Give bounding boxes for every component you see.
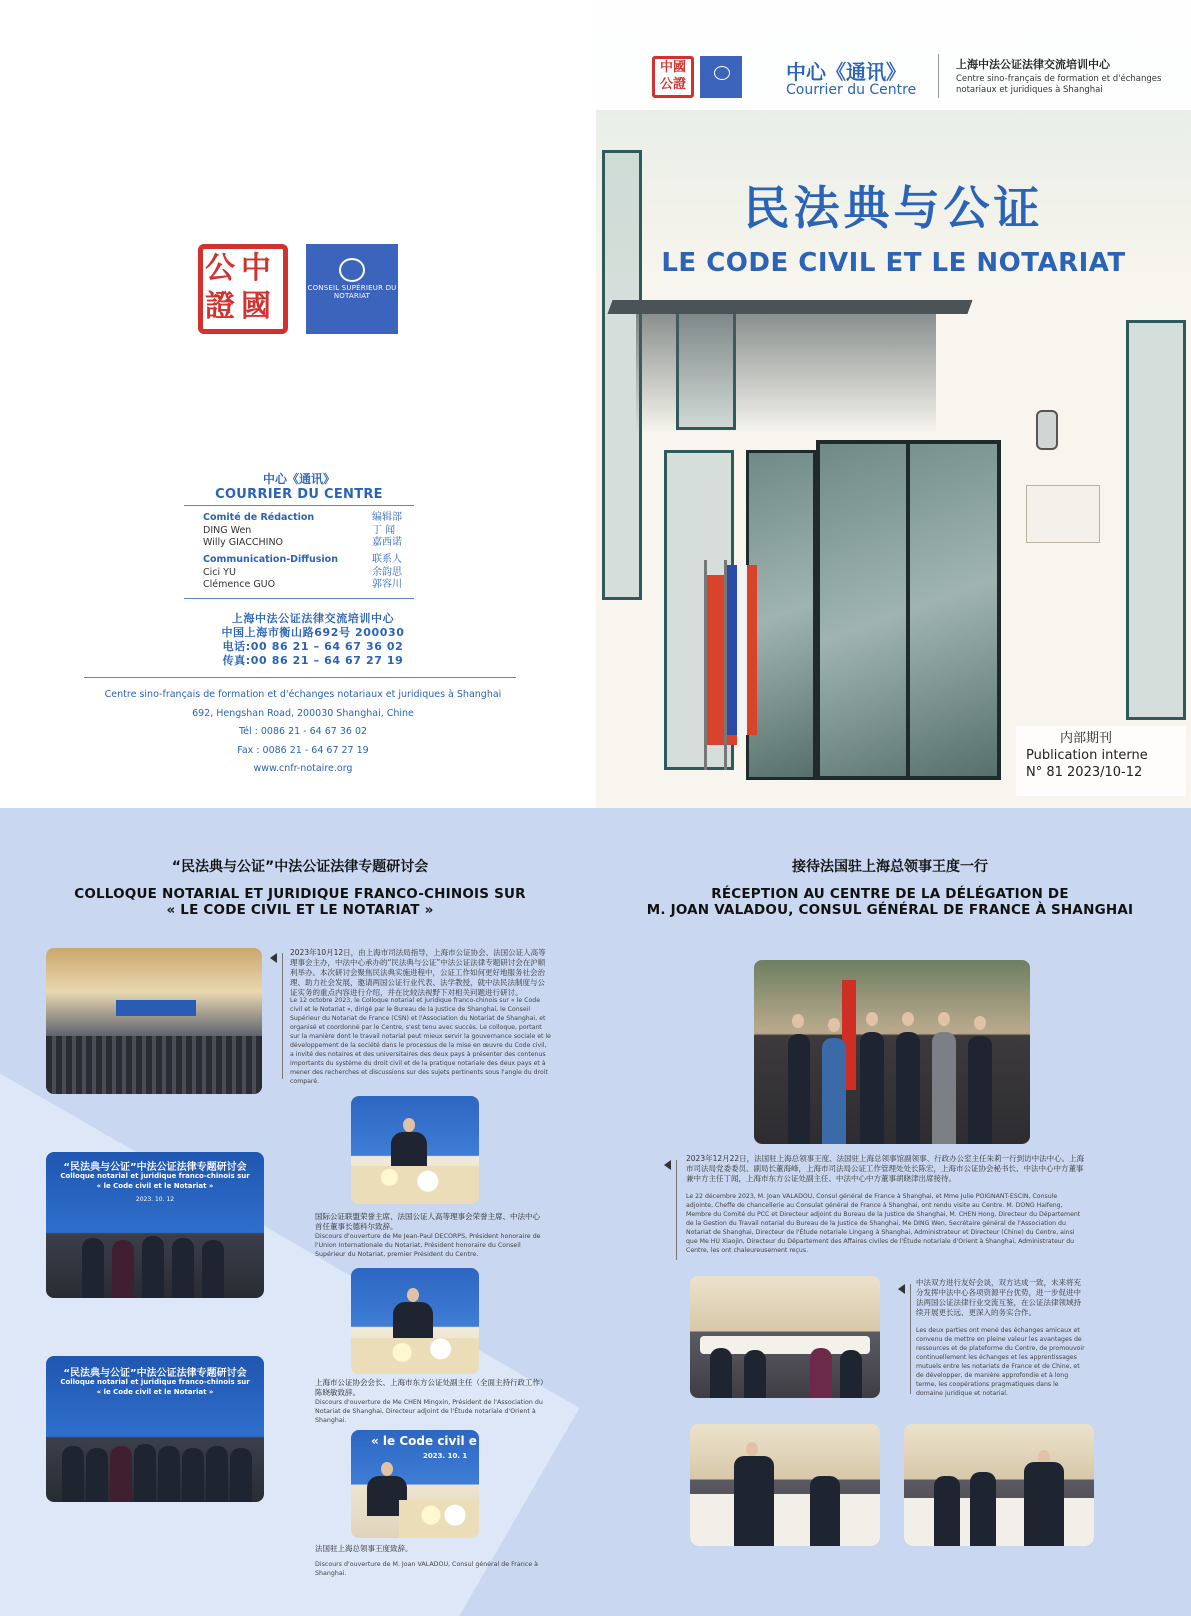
meeting-summary-fr: Les deux parties ont mené des échanges amicaux et convenu de mettre en pleine valeur les avantages de ressources et de plateforme du Centre, de promouvoir continuellement les échanges et les apprentissages mutuels entre les notariats de France et de Chine, et de développer, de manière approfondie et à long terme, les coopérations pragmatiques dans le domaine juridique et notarial. <box>916 1327 1085 1397</box>
person <box>172 1238 194 1298</box>
person <box>970 1472 996 1546</box>
speaker-head <box>381 1462 393 1476</box>
mini-csn-logo <box>700 56 742 98</box>
banner-title-fr: Colloque notarial et juridique franco-chinois sur <box>60 1172 250 1180</box>
courrier-title-cn: 中心《通讯》 <box>262 472 335 486</box>
right-intro-fr: Le 22 décembre 2023, M. Joan VALADOU, Consul général de France à Shanghai, et Mme Julie POIGNANT-ESCIN, Consule adjointe, Cheffe de chancellerie au Consulat général de France à Shanghai, ont rendu visite au Centre. M. DONG Haifeng, Membre du Comité du PCC et Directeur adjoint du Bureau de la Justice de Shanghai, M. CHEN Hong, Directeur du Département de la Gestion du Travail notarial du Bureau de la Justice de Shanghai, Me DING Wen, Secrétaire général de l'Association du Notariat de Shanghai, Directeur de l'Étude notariale Lingang à Shanghai, Administrateur et Directeur (Chine) du Centre, ainsi que Me HU Xiaojin, Directeur du Département des Affaires civiles de l'Étude notariale d'Orient à Shanghai, Administrateur du Centre, les ont chaleureusement reçus. <box>686 1193 1081 1254</box>
staff-cn-line: 余韵思 <box>372 566 402 578</box>
person <box>840 1350 862 1398</box>
website-link[interactable]: www.cnfr-notaire.org <box>253 763 353 774</box>
address-cn-line: 中国上海市衡山路692号 200030 <box>221 626 405 639</box>
pointer-icon <box>664 1160 671 1170</box>
courrier-title-fr: COURRIER DU CENTRE <box>215 487 383 502</box>
banner-date: 2023. 10. 12 <box>135 1196 175 1203</box>
person-head <box>866 1012 878 1026</box>
person <box>934 1476 960 1546</box>
meeting-table <box>904 1498 1094 1546</box>
person <box>112 1240 134 1298</box>
courrier-title-block <box>184 470 414 502</box>
pointer-icon <box>898 1284 905 1294</box>
speaker-chen-photo <box>351 1268 479 1374</box>
flowers <box>351 1338 479 1374</box>
divider <box>938 54 939 98</box>
staff-name: Willy GIACCHINO <box>203 537 284 548</box>
banner-title-cn: “民法典与公证”中法公证法律专题研讨会 <box>63 1162 247 1173</box>
group-photo-2 <box>46 1356 264 1502</box>
divider <box>184 505 414 506</box>
france-flag-image <box>727 565 737 735</box>
meeting-photo-2 <box>690 1424 880 1546</box>
person <box>1024 1462 1064 1546</box>
left-heading-fr <box>40 886 560 918</box>
staff-name: Clémence GUO <box>203 579 276 590</box>
person <box>744 1350 766 1398</box>
person <box>710 1348 732 1398</box>
person <box>62 1446 84 1502</box>
person <box>82 1238 104 1298</box>
cover-title-cn: 民法典与公证 <box>743 181 1044 235</box>
phone: Tél : 0086 21 - 64 67 36 02 <box>238 726 368 737</box>
redaction-committee-cn <box>372 512 414 550</box>
seal-char: 中 <box>659 60 673 75</box>
france-flag-white <box>737 565 747 735</box>
pub-cn: 内部期刊 <box>1060 731 1113 746</box>
right-heading-fr <box>620 886 1160 918</box>
canopy-image <box>607 300 972 314</box>
divider <box>910 1284 911 1394</box>
banner-title-fr: Colloque notarial et juridique franco-chinois sur <box>60 1378 250 1386</box>
fax: Fax : 0086 21 - 64 67 27 19 <box>237 744 369 756</box>
left-intro-cn: 2023年10月12日，由上海市司法局指导，上海市公证协会、法国公证人高等理事会主办，中法中心承办的“民法典与公证”中法公证法律专题研讨会在沪顺利举办。本次研讨会聚焦民法典实施进程中，公证工作如何更好地服务社会治理、助力社会发展，邀请两国公证行业代表、法学教授，就中法民法制度与公证实务的重点内容进行介绍，并在比较法视野下对相关问题进行研讨。 <box>290 948 546 997</box>
address-cn-line: 上海中法公证法律交流培训中心 <box>231 612 395 625</box>
person <box>896 1032 920 1144</box>
address-cn <box>198 612 428 668</box>
center-plaque-image <box>1026 485 1100 543</box>
flowers <box>399 1500 479 1538</box>
heading-line: RÉCEPTION AU CENTRE DE LA DÉLÉGATION DE <box>711 886 1069 902</box>
caption-valadou-fr: Discours d'ouverture de M. Joan VALADOU, Consul général de France à Shanghai. <box>315 1561 538 1577</box>
divider <box>282 953 283 1079</box>
person <box>968 1036 992 1144</box>
address-cn-line: 传真:00 86 21 – 64 67 27 19 <box>222 654 404 667</box>
speaker-valadou-photo <box>351 1430 479 1538</box>
person-head <box>792 1014 804 1028</box>
left-header-bg <box>0 808 596 958</box>
seal-char: 國 <box>673 60 687 75</box>
left-intro-fr: Le 12 octobre 2023, le Colloque notarial et juridique franco-chinois sur « le Code civil et le Notariat », dirigé par le Bureau de la Justice de Shanghai, le Conseil Supérieur du Notariat de France (CSN) et l'Association du Notariat de Shanghai, et organisé et coordonné par le Centre, s'est tenu avec succès. Le colloque, portant sur la manière dont le travail notarial peut mieux servir la gouvernance sociale et le développement de la société dans le processus de la mise en œuvre du Code civil, a invité des notaires et des universitaires des deux pays à présenter des contenus importants du système du droit civil et de la pratique notariale des deux pays et à mener des recherches et discussions sur des sujets pertinents sous l'angle du droit comparé. <box>290 997 551 1085</box>
person <box>860 1032 884 1144</box>
seal-char: 證 <box>673 77 687 92</box>
caption-decorps-cn: 国际公证联盟荣誉主席、法国公证人高等理事会荣誉主席、中法中心首任董事长德科尔致辞。 <box>315 1212 540 1231</box>
heading-line: M. JOAN VALADOU, CONSUL GÉNÉRAL DE FRANCE À SHANGHAI <box>646 902 1134 918</box>
person <box>206 1446 228 1502</box>
person <box>810 1476 840 1546</box>
seal-char: 國 <box>241 289 271 324</box>
divider <box>676 1160 677 1260</box>
pub-fr: Publication interne <box>1026 748 1148 763</box>
cover-header-cn: 中心《通讯》 <box>786 60 906 84</box>
front-cover <box>596 0 1191 808</box>
seal-char: 中 <box>241 251 271 286</box>
right-intro-cn: 2023年12月22日，法国驻上海总领事王度、法国驻上海总领事馆副领事、行政办公室主任朱莉一行到访中法中心。上海市司法局党委委员、副局长董海峰，上海市司法局公证工作管理处处长陈宏，上海市公证协会秘书长、中法中心中方董事兼中方主任丁闻，上海市东方公证处副主任、中法中心中方董事胡晓津出席接待。 <box>686 1154 1085 1183</box>
conference-hall-photo <box>46 948 262 1094</box>
seal-char: 公 <box>205 251 235 286</box>
person <box>158 1446 180 1502</box>
mini-seal-logo <box>652 56 694 98</box>
window-image <box>1126 320 1186 720</box>
wall-lamp-image <box>1036 410 1058 450</box>
seal-char: 證 <box>205 289 235 324</box>
person-head <box>974 1016 986 1030</box>
pointer-icon <box>270 953 277 963</box>
divider <box>84 677 516 678</box>
meeting-photo-3 <box>904 1424 1094 1546</box>
heading-line: « LE CODE CIVIL ET LE NOTARIAT » <box>166 902 434 918</box>
speaker-decorps-photo <box>351 1096 479 1204</box>
person <box>822 1038 846 1144</box>
divider <box>184 598 414 599</box>
center-name-fr: Centre sino-français de formation et d'échanges notariaux et juridiques à Shanghai <box>956 74 1162 95</box>
center-name-cn: 上海中法公证法律交流培训中心 <box>956 58 1110 71</box>
group-photo-1 <box>46 1152 264 1298</box>
person <box>182 1448 204 1502</box>
person <box>932 1032 956 1144</box>
person <box>142 1236 164 1298</box>
address-fr <box>88 686 518 779</box>
france-flag-red <box>747 565 757 735</box>
person-head <box>746 1442 758 1456</box>
speaker-head <box>407 1288 419 1302</box>
banner-title-cn: “民法典与公证”中法公证法律专题研讨会 <box>63 1368 247 1379</box>
person <box>202 1240 224 1298</box>
person <box>788 1034 810 1144</box>
person-head <box>828 1018 840 1032</box>
staff-cn-line: 郭容川 <box>372 579 402 590</box>
meeting-photo-1 <box>690 1276 880 1398</box>
caption-valadou-cn: 法国驻上海总领事王度致辞。 <box>315 1544 413 1553</box>
seal-char: 公 <box>659 77 673 92</box>
delegation-group-photo <box>754 960 1030 1144</box>
canopy-shadow-image <box>636 314 936 434</box>
meeting-summary-cn: 中法双方进行友好会谈，双方达成一致，未来将充分发挥中法中心各项资源平台优势，进一步促进中法两国公证法律行业交流互鉴，在公证法律领域持续开展更长远、更深入的务实合作。 <box>916 1278 1081 1317</box>
photo-banner-text: « le Code civil e <box>371 1434 477 1448</box>
address-cn-line: 电话:00 86 21 – 64 67 36 02 <box>222 640 404 653</box>
stage-banner <box>116 1000 196 1016</box>
speaker-body <box>393 1302 433 1342</box>
cover-header-fr: Courrier du Centre <box>786 82 917 98</box>
heading-line: COLLOQUE NOTARIAL ET JURIDIQUE FRANCO-CHINOIS SUR <box>74 886 526 902</box>
csn-logo-text: CONSEIL SUPÉRIEUR DU NOTARIAT <box>307 284 397 300</box>
csn-logo <box>306 244 398 334</box>
address-fr-line: 692, Hengshan Road, 200030 Shanghai, Chine <box>192 707 414 719</box>
cover-title-fr: LE CODE CIVIL ET LE NOTARIAT <box>661 248 1126 278</box>
staff-name: DING Wen <box>203 524 252 536</box>
staff-cn-line: 丁 闻 <box>372 524 396 536</box>
person <box>734 1456 774 1546</box>
flowers <box>351 1166 479 1204</box>
staff-cn-line: 联系人 <box>372 554 402 565</box>
photo-banner-date: 2023. 10. 1 <box>423 1452 468 1460</box>
audience <box>46 1036 262 1094</box>
address-fr-line: Centre sino-français de formation et d'échanges notariaux et juridiques à Shanghai <box>104 689 502 700</box>
meeting-table <box>690 1494 880 1546</box>
right-heading-cn: 接待法国驻上海总领事王度一行 <box>792 859 988 875</box>
comm-heading: Communication-Diffusion <box>203 554 338 565</box>
publication-info <box>1026 730 1176 781</box>
caption-decorps-fr: Discours d'ouverture de Me Jean-Paul DECORPS, Président honoraire de l'Union Internationale du Notariat, Président honoraire du Conseil Supérieur du Notariat, premier Président du Centre. <box>315 1233 541 1258</box>
notary-seal-logo <box>198 244 288 334</box>
inner-spread <box>0 808 1191 1616</box>
person <box>134 1444 156 1502</box>
person <box>230 1448 252 1502</box>
staff-name: Cici YU <box>203 566 236 578</box>
person <box>86 1448 108 1502</box>
back-cover <box>0 0 596 808</box>
person-head <box>902 1012 914 1026</box>
person <box>110 1446 132 1502</box>
banner-title-fr-2: « le Code civil et le Notariat » <box>96 1182 214 1190</box>
staff-cn-line: 编辑部 <box>372 512 402 523</box>
person-head <box>938 1012 950 1026</box>
person <box>810 1348 832 1398</box>
staff-cn-line: 嘉西诺 <box>372 537 402 548</box>
left-heading-cn: “民法典与公证”中法公证法律专题研讨会 <box>171 859 429 875</box>
caption-chen-fr: Discours d'ouverture de Me CHEN Mingxin, Président de l'Association du Notariat de Shanghai, Directeur adjoint de l'Étude notariale d'Orient à Shanghai. <box>315 1399 543 1424</box>
issue-number: N° 81 2023/10-12 <box>1026 765 1143 780</box>
speaker-head <box>403 1118 415 1132</box>
communication-team-cn <box>372 554 414 592</box>
csn-emblem-icon <box>339 258 365 282</box>
caption-chen-cn: 上海市公证协会会长、上海市东方公证处副主任（全面主持行政工作）陈晓敏致辞。 <box>315 1378 544 1397</box>
door-divider <box>906 440 910 780</box>
redaction-heading: Comité de Rédaction <box>203 512 315 523</box>
banner-title-fr-2: « le Code civil et le Notariat » <box>96 1388 214 1396</box>
